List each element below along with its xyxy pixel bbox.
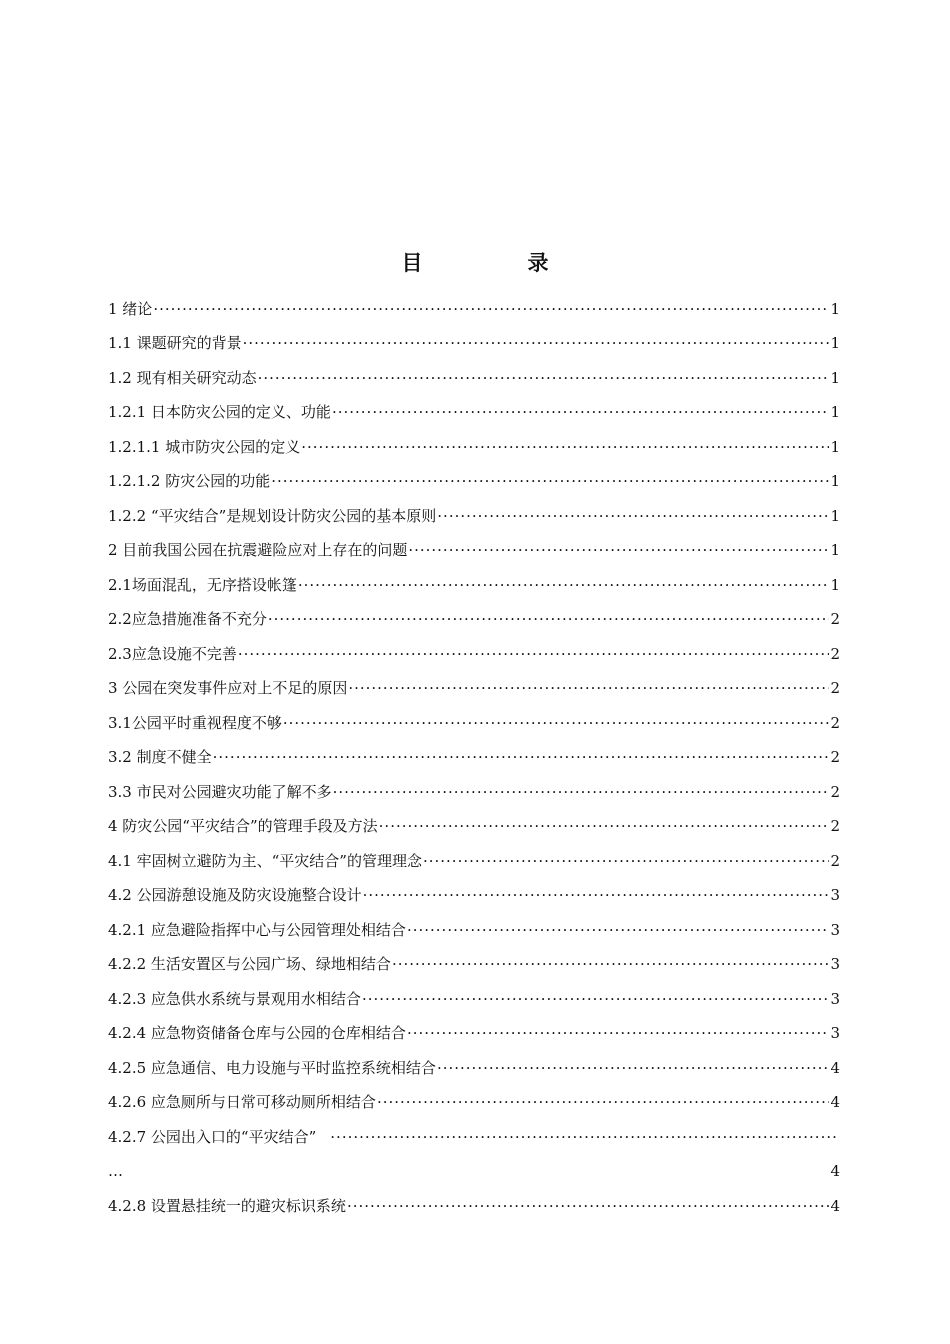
- toc-entry-page: 2: [830, 782, 840, 801]
- toc-entry[interactable]: [108, 974, 840, 1009]
- toc-entry-label: 1.2.2 “平灾结合”是规划设计防灾公园的基本原则: [108, 506, 437, 525]
- toc-entry-page: 4: [830, 1058, 840, 1077]
- dot-leader: [437, 1058, 830, 1078]
- dot-leader: [153, 299, 829, 319]
- toc-entry[interactable]: [108, 905, 840, 940]
- toc-entry-label: 4 防灾公园“平灾结合”的管理手段及方法: [108, 817, 378, 835]
- toc-entry-page: 1: [830, 334, 840, 352]
- toc-entry-page: 2: [830, 748, 840, 766]
- dot-leader: [268, 609, 830, 629]
- toc-entry-label: 4.2.3 应急供水系统与景观用水相结合: [108, 989, 361, 1008]
- toc-entry-page: 2: [830, 679, 840, 697]
- toc-entry[interactable]: [108, 353, 840, 388]
- dot-leader: [333, 782, 830, 802]
- toc-entry[interactable]: [108, 491, 840, 526]
- dot-leader: [407, 1023, 830, 1043]
- toc-entry-wrapped-line1: [108, 1112, 840, 1147]
- toc-entry-label: 2.3应急设施不完善: [108, 644, 237, 663]
- dot-leader: [283, 713, 830, 733]
- toc-entry-page: 1: [830, 368, 840, 387]
- dot-leader: [407, 920, 830, 940]
- toc-entry[interactable]: [108, 284, 840, 319]
- toc-entry[interactable]: [108, 560, 840, 595]
- toc-entry-page: 3: [830, 989, 840, 1008]
- toc-entry-wrapped-line2: [108, 1147, 840, 1182]
- toc-entry[interactable]: [108, 1043, 840, 1078]
- dot-leader: [238, 644, 830, 664]
- dot-leader: [423, 851, 829, 871]
- toc-entry-page: 1: [830, 541, 840, 559]
- toc-entry-page: 3: [830, 886, 840, 904]
- dot-leader: [301, 437, 829, 457]
- toc-entry[interactable]: [108, 526, 840, 561]
- toc-entry-label: 4.2.8 设置悬挂统一的避灾标识系统: [108, 1196, 346, 1215]
- toc-entry-page: 3: [830, 920, 840, 939]
- toc-entry-wrapped[interactable]: [108, 1112, 840, 1181]
- dot-leader: [437, 506, 829, 526]
- dot-leader: [298, 575, 830, 595]
- toc-entry[interactable]: [108, 871, 840, 906]
- dot-leader: [363, 885, 830, 905]
- toc-entry[interactable]: [108, 733, 840, 768]
- toc-entry-page: 2: [830, 644, 840, 663]
- toc-entry[interactable]: [108, 319, 840, 354]
- toc-entry-page: 2: [830, 713, 840, 732]
- dot-leader: [332, 402, 830, 422]
- dot-leader: [243, 333, 830, 353]
- toc-entry-label: 3 公园在突发事件应对上不足的原因: [108, 679, 348, 697]
- toc-entry-label: 3.3 市民对公园避灾功能了解不多: [108, 782, 332, 801]
- dot-leader: [379, 816, 830, 836]
- toc-entry-label: 1.2.1 日本防灾公园的定义、功能: [108, 403, 331, 421]
- toc-entry[interactable]: [108, 1181, 840, 1216]
- dot-leader: [330, 1127, 839, 1147]
- dot-leader: [213, 747, 830, 767]
- toc-entry[interactable]: [108, 940, 840, 975]
- toc-entry-label: 2 目前我国公园在抗震避险应对上存在的问题: [108, 541, 408, 559]
- toc-entry-label: 4.2.5 应急通信、电力设施与平时监控系统相结合: [108, 1058, 436, 1077]
- toc-entry-page: 1: [830, 575, 840, 594]
- dot-leader: [258, 368, 830, 388]
- toc-entry-page: 1: [830, 472, 840, 490]
- toc-entry-label: 4.2 公园游憩设施及防灾设施整合设计: [108, 886, 362, 904]
- toc-entry-page: 3: [830, 1024, 840, 1042]
- toc-entry-page: 1: [830, 403, 840, 421]
- toc-title: 目 录: [401, 251, 591, 275]
- toc-entry-page: 2: [830, 610, 840, 628]
- toc-entry-page: 1: [830, 299, 840, 318]
- toc-entry-label: 1 绪论: [108, 299, 153, 318]
- dot-leader: [348, 678, 829, 698]
- toc-entry-label: 1.2.1.2 防灾公园的功能: [108, 472, 271, 490]
- toc-entry-label: 4.2.7 公园出入口的“平灾结合”: [108, 1127, 317, 1146]
- toc-entry-label: 3.1公园平时重视程度不够: [108, 713, 282, 732]
- toc-entry[interactable]: [108, 836, 840, 871]
- toc-entry[interactable]: [108, 422, 840, 457]
- toc-entry-page: 1: [830, 506, 840, 525]
- toc-entry-label: 4.1 牢固树立避防为主、“平灾结合”的管理理念: [108, 851, 422, 870]
- toc-entry[interactable]: [108, 595, 840, 630]
- toc-entry-label: 4.2.6 应急厕所与日常可移动厕所相结合: [108, 1093, 376, 1111]
- toc-entry[interactable]: [108, 1078, 840, 1113]
- toc-entry[interactable]: [108, 388, 840, 423]
- toc-entry-page: 2: [830, 851, 840, 870]
- toc-entry[interactable]: [108, 1009, 840, 1044]
- dot-leader: [271, 471, 829, 491]
- toc-entry[interactable]: [108, 629, 840, 664]
- toc-entry-label: 4.2.2 生活安置区与公园广场、绿地相结合: [108, 955, 391, 973]
- dot-leader: [347, 1196, 830, 1216]
- dot-leader-continuation: …: [108, 1162, 124, 1180]
- toc-entry-label: 2.2应急措施准备不充分: [108, 610, 267, 628]
- toc-entry-label: 1.2.1.1 城市防灾公园的定义: [108, 437, 301, 456]
- toc-entry-page: 4: [830, 1196, 840, 1215]
- toc-entry[interactable]: [108, 767, 840, 802]
- toc-entry-page: 3: [830, 955, 840, 973]
- toc-entry-page: 4: [830, 1093, 840, 1111]
- toc-entry-label: 1.2 现有相关研究动态: [108, 368, 257, 387]
- toc-entry[interactable]: [108, 698, 840, 733]
- toc-entry[interactable]: [108, 664, 840, 699]
- dot-leader: [377, 1092, 830, 1112]
- toc-entry-label: 2.1场面混乱，无序搭设帐篷: [108, 575, 297, 594]
- dot-leader: [392, 954, 830, 974]
- toc-list: [108, 284, 840, 1216]
- toc-entry-label: 3.2 制度不健全: [108, 748, 212, 766]
- toc-entry-page: 2: [830, 817, 840, 835]
- toc-entry-page: 4: [830, 1162, 840, 1180]
- toc-entry-label: 4.2.1 应急避险指挥中心与公园管理处相结合: [108, 920, 406, 939]
- toc-entry[interactable]: [108, 457, 840, 492]
- toc-entry[interactable]: [108, 802, 840, 837]
- dot-leader: [408, 540, 829, 560]
- toc-entry-page: 1: [830, 437, 840, 456]
- toc-entry-label: 1.1 课题研究的背景: [108, 334, 242, 352]
- dot-leader: [362, 989, 830, 1009]
- toc-entry-label: 4.2.4 应急物资储备仓库与公园的仓库相结合: [108, 1024, 406, 1042]
